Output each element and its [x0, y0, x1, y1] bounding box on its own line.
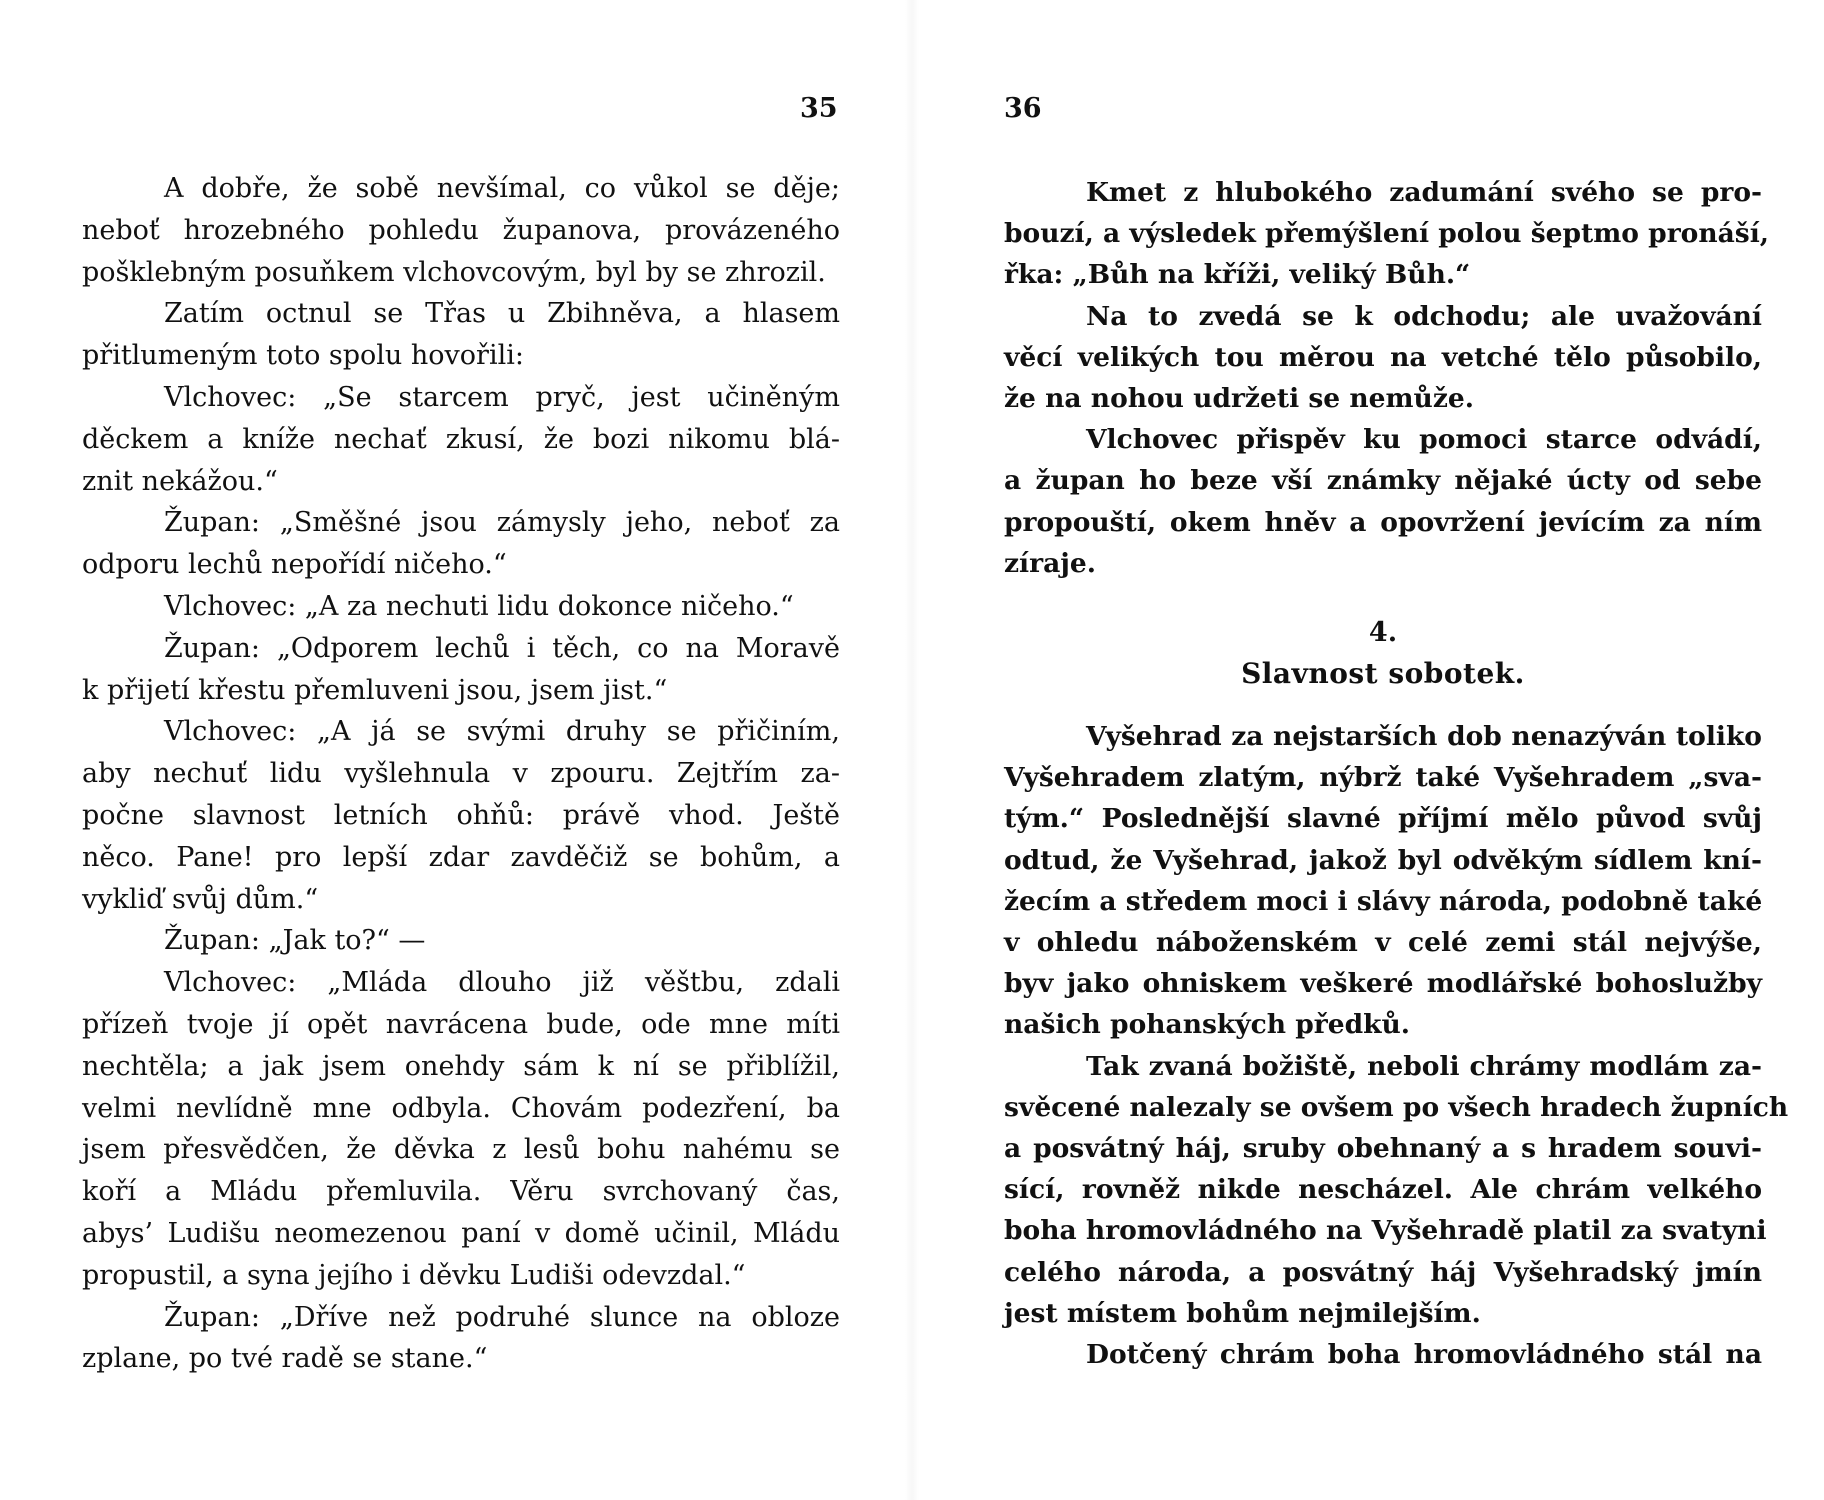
paragraph	[82, 586, 840, 628]
text-line: aby nechuť lidu vyšlehnula v zpouru. Zejtřím za-	[82, 758, 840, 790]
text-line: byv jako ohniskem veškeré modlářské bohoslužby	[1004, 968, 1762, 1000]
text-line: velmi nevlídně mne odbyla. Chovám podezření, ba	[82, 1092, 840, 1124]
text-line: Kmet z hlubokého zadumání svého se pro-	[1086, 177, 1762, 208]
text-line: řka: „Bůh na kříži, veliký Bůh.“	[1004, 259, 1471, 291]
text-line: žecím a středem moci i slávy národa, podobně také	[1004, 885, 1763, 917]
text-line: Vlchovec: „A já se svými druhy se přičiním,	[164, 716, 840, 748]
text-line: něco. Pane! pro lepší zdar zavděčiž se bohům, a	[82, 841, 840, 873]
paragraph	[1004, 172, 1769, 296]
text-line: Vlchovec přispěv ku pomoci starce odvádí,	[1086, 424, 1762, 456]
text-line: našich pohanských předků.	[1004, 1009, 1411, 1041]
paragraph	[82, 1297, 840, 1381]
text-line: Župan: „Jak to?“ —	[164, 925, 426, 957]
paragraph	[82, 628, 840, 712]
text-line: neboť hrozebného pohledu županova, provázeného	[82, 214, 840, 246]
paragraph	[82, 377, 840, 502]
text-line: odporu lechů nepořídí ničeho.“	[82, 549, 507, 581]
text-line: a posvátný háj, sruby obehnaný a s hradem souvi-	[1004, 1133, 1762, 1165]
page-number-right: 36	[1004, 93, 1042, 124]
text-line: Vyšehrad za nejstarších dob nenazýván toliko	[1086, 721, 1762, 753]
text-line: jest místem bohům nejmilejším.	[1004, 1297, 1481, 1329]
paragraph	[82, 502, 840, 586]
text-line: abys’ Ludišu neomezenou paní v domě učinil, Mládu	[82, 1217, 840, 1249]
text-line: jsem přesvědčen, že děvka z lesů bohu nahému se	[82, 1134, 840, 1166]
paragraph	[1004, 1046, 1789, 1334]
paragraph	[82, 962, 840, 1296]
text-line: A dobře, že sobě nevšímal, co vůkol se děje;	[164, 173, 840, 204]
right-page-text	[1004, 172, 1789, 1375]
text-line: počne slavnost letních ohňů: právě vhod. Ještě	[82, 799, 840, 831]
text-line: koří a Mládu přemluvila. Věru svrchovaný čas,	[82, 1176, 840, 1208]
text-line: zplane, po tvé radě se stane.“	[82, 1343, 488, 1375]
paragraph	[82, 711, 840, 920]
text-line: věcí velikých tou měrou na vetché tělo působilo,	[1004, 341, 1762, 373]
text-line: Vyšehradem zlatým, nýbrž také Vyšehradem „sva-	[1004, 762, 1762, 794]
paragraph	[1004, 716, 1762, 1046]
text-line: propouští, okem hněv a opovržení jevícím za ním	[1004, 506, 1762, 538]
paragraph	[82, 920, 840, 962]
paragraph	[1004, 1334, 1762, 1375]
text-line: bouzí, a výsledek přemýšlení polou šeptmo pronáší,	[1004, 218, 1769, 250]
page-number-left: 35	[800, 93, 838, 124]
section-title: Slavnost sobotek.	[1241, 657, 1525, 691]
text-line: tým.“ Poslednější slavné příjmí mělo původ svůj	[1004, 803, 1762, 835]
text-line: přitlumeným toto spolu hovořili:	[82, 340, 524, 372]
text-line: že na nohou udržeti se nemůže.	[1004, 383, 1474, 415]
left-page-text	[82, 168, 840, 1380]
text-line: Župan: „Odporem lechů i těch, co na Moravě	[164, 632, 840, 664]
text-line: Vlchovec: „Mláda dlouho již věštbu, zdali	[164, 967, 840, 999]
text-line: Vlchovec: „Se starcem pryč, jest učiněným	[164, 381, 840, 413]
text-line: nechtěla; a jak jsem onehdy sám k ní se přiblížil,	[82, 1050, 840, 1082]
text-line: pošklebným posuňkem vlchovcovým, byl by se zhrozil.	[82, 256, 826, 288]
paragraph	[82, 293, 840, 377]
right-page-text-before	[1004, 172, 1769, 584]
paragraph	[1004, 296, 1762, 420]
text-line: k přijetí křestu přemluveni jsou, jsem jist.“	[82, 674, 668, 706]
text-line: Tak zvaná božiště, neboli chrámy modlám za-	[1086, 1050, 1762, 1082]
text-line: Zatím octnul se Třas u Zbihněva, a hlasem	[164, 298, 840, 330]
text-line: celého národa, a posvátný háj Vyšehradský jmín	[1004, 1256, 1762, 1288]
text-line: Župan: „Dříve než podruhé slunce na obloze	[164, 1301, 840, 1333]
paragraph	[82, 168, 840, 293]
text-line: v ohledu náboženském v celé zemi stál nejvýše,	[1004, 927, 1762, 959]
text-line: propustil, a syna jejího i děvku Ludiši odevzdal.“	[82, 1259, 746, 1291]
text-line: Na to zvedá se k odchodu; ale uvažování	[1086, 300, 1762, 332]
text-line: vykliď svůj dům.“	[82, 883, 319, 915]
right-page-text-after	[1004, 716, 1789, 1375]
text-line: děckem a kníže nechať zkusí, že bozi nikomu blá-	[82, 423, 840, 455]
text-line: přízeň tvoje jí opět navrácena bude, ode mne míti	[82, 1008, 840, 1040]
text-line: odtud, že Vyšehrad, jakož byl odvěkým sídlem kní-	[1004, 844, 1762, 876]
paragraph	[1004, 419, 1762, 584]
text-line: Dotčený chrám boha hromovládného stál na	[1086, 1339, 1762, 1371]
text-line: Vlchovec: „A za nechuti lidu dokonce ničeho.“	[164, 590, 794, 622]
text-line: zíraje.	[1004, 547, 1096, 579]
text-line: znit nekážou.“	[82, 465, 278, 497]
text-line: sící, rovněž nikde nescházel. Ale chrám velkého	[1004, 1174, 1762, 1206]
text-line: a župan ho beze vší známky nějaké úcty od sebe	[1004, 465, 1762, 497]
text-line: Župan: „Směšné jsou zámysly jeho, neboť za	[164, 507, 840, 539]
text-line: svěcené nalezaly se ovšem po všech hradech župních	[1004, 1091, 1789, 1123]
text-line: boha hromovládného na Vyšehradě platil za svatyni	[1004, 1215, 1767, 1247]
right-page	[912, 0, 1824, 1500]
section-number: 4.	[1368, 617, 1398, 649]
